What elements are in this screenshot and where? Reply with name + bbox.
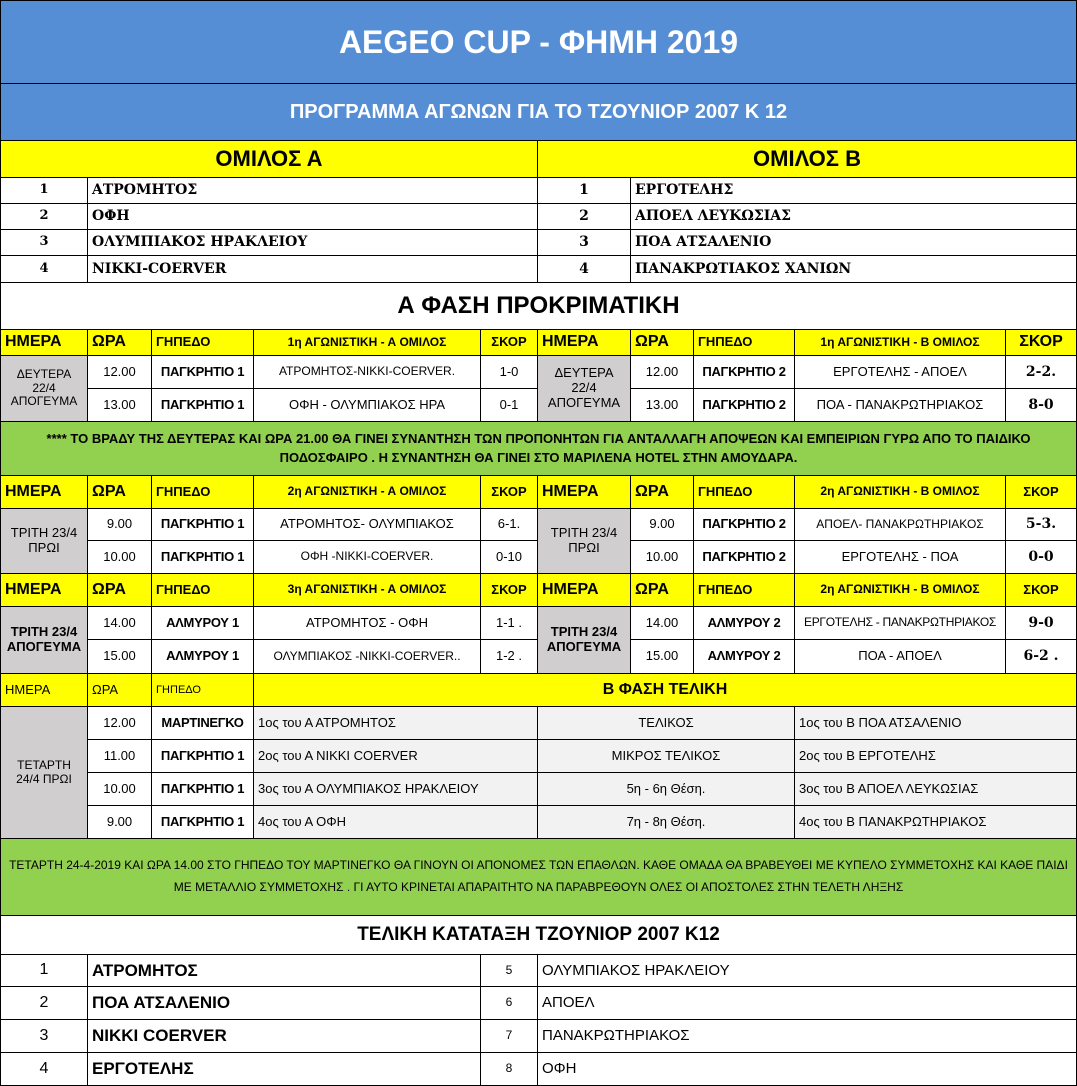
group-a-team-num: 1 bbox=[0, 178, 88, 204]
groups-header-row bbox=[0, 141, 1077, 178]
final-match-label: 5η - 6η Θέση. bbox=[538, 773, 795, 806]
match-field: ΠΑΓΚΡΗΤΙΟ 2 bbox=[694, 509, 795, 541]
col-score-label: ΣΚΟΡ bbox=[481, 330, 538, 356]
match-teams: ΕΡΓΟΤΕΛΗΣ - ΑΠΟΕΛ bbox=[795, 356, 1006, 389]
standings-team: NIKKI COERVER bbox=[88, 1020, 481, 1053]
round3-header-row bbox=[0, 574, 1077, 607]
col-time-label: ΩΡΑ bbox=[88, 674, 152, 707]
match-score: 9-0 bbox=[1006, 607, 1077, 640]
final-team-b: 4ος του Β ΠΑΝΑΚΡΩΤΗΡΙΑΚΟΣ bbox=[795, 806, 1077, 839]
group-a-team-name: ΑΤΡΟΜΗΤΟΣ bbox=[88, 178, 538, 204]
group-team-row bbox=[0, 230, 1077, 256]
match-time: 13.00 bbox=[631, 389, 694, 422]
standings-position: 4 bbox=[0, 1053, 88, 1086]
col-day-label: ΗΜΕΡΑ bbox=[0, 476, 88, 509]
standings-team: ΑΤΡΟΜΗΤΟΣ bbox=[88, 955, 481, 987]
round2-b-title: 2η ΑΓΩΝΙΣΤΙΚΗ - Β ΟΜΙΛΟΣ bbox=[795, 476, 1006, 509]
match-teams: ΑΤΡΟΜΗΤΟΣ - ΟΦΗ bbox=[254, 607, 481, 640]
col-field-label: ΓΗΠΕΔΟ bbox=[152, 476, 254, 509]
final-match-label: ΤΕΛΙΚΟΣ bbox=[538, 707, 795, 740]
round1-b-day: ΔΕΥΤΕΡΑ 22/4 ΑΠΟΓΕΥΜΑ bbox=[538, 356, 631, 422]
group-b-team-num: 3 bbox=[538, 230, 631, 256]
col-time-label: ΩΡΑ bbox=[88, 476, 152, 509]
group-a-team-name: NIKKI-COERVER bbox=[88, 256, 538, 283]
standings-title: ΤΕΛΙΚΗ ΚΑΤΑΤΑΞΗ ΤΖΟΥΝΙΟΡ 2007 Κ12 bbox=[0, 916, 1077, 955]
match-score: 6-1. bbox=[481, 509, 538, 541]
standings-position: 5 bbox=[481, 955, 538, 987]
col-time-label: ΩΡΑ bbox=[88, 574, 152, 607]
match-time: 9.00 bbox=[88, 509, 152, 541]
final-match-row bbox=[0, 806, 1077, 839]
standings-row bbox=[0, 1020, 1077, 1053]
col-day-label: ΗΜΕΡΑ bbox=[538, 476, 631, 509]
group-b-team-num: 1 bbox=[538, 178, 631, 204]
match-time: 12.00 bbox=[88, 356, 152, 389]
awards-note-row bbox=[0, 839, 1077, 916]
awards-ceremony-note: ΤΕΤΑΡΤΗ 24-4-2019 ΚΑΙ ΩΡΑ 14.00 ΣΤΟ ΓΗΠΕΔΟ ΤΟΥ ΜΑΡΤΙΝΕΓΚΟ ΘΑ ΓΙΝΟΥΝ ΟΙ ΑΠΟΝΟΜΕΣ ΤΩΝ ΕΠΑΘΛΩΝ. ΚΑΘΕ ΟΜΑΔΑ ΘΑ ΒΡΑΒΕΥΘΕΙ ΜΕ ΚΥΠΕΛΟ ΣΥΜΜΕΤΟΧΗΣ ΚΑΙ ΚΑΘΕ ΠΑΙΔΙ ΜΕ ΜΕΤΑΛΛΙΟ ΣΥΜΜΕΤΟΧΗΣ . ΓΙ ΑΥΤΟ ΚΡΙΝΕΤΑΙ ΑΠΑΡΑΙΤΗΤΟ ΝΑ ΠΑΡΑΒΡΕΘΟΥΝ ΟΛΕΣ ΟΙ ΑΠΟΣΤΟΛΕΣ ΣΤΗΝ ΤΕΛΕΤΗ ΛΗΞΗΣ bbox=[0, 839, 1077, 916]
group-a-team-name: ΟΦΗ bbox=[88, 204, 538, 230]
final-match-time: 12.00 bbox=[88, 707, 152, 740]
match-teams: ΠΟΑ - ΠΑΝΑΚΡΩΤΗΡΙΑΚΟΣ bbox=[795, 389, 1006, 422]
match-score: 6-2 . bbox=[1006, 640, 1077, 674]
match-field: ΠΑΓΚΡΗΤΙΟ 2 bbox=[694, 356, 795, 389]
col-field-label: ΓΗΠΕΔΟ bbox=[694, 330, 795, 356]
round1-a-title: 1η ΑΓΩΝΙΣΤΙΚΗ - Α ΟΜΙΛΟΣ bbox=[254, 330, 481, 356]
match-teams: ΟΛΥΜΠΙΑΚΟΣ -NIKKI-COERVER.. bbox=[254, 640, 481, 674]
match-time: 13.00 bbox=[88, 389, 152, 422]
col-day-label: ΗΜΕΡΑ bbox=[0, 330, 88, 356]
match-field: ΠΑΓΚΡΗΤΙΟ 1 bbox=[152, 509, 254, 541]
match-row bbox=[0, 389, 1077, 422]
final-team-a: 1ος του Α ΑΤΡΟΜΗΤΟΣ bbox=[254, 707, 538, 740]
standings-position: 6 bbox=[481, 987, 538, 1020]
final-match-label: 7η - 8η Θέση. bbox=[538, 806, 795, 839]
standings-position: 1 bbox=[0, 955, 88, 987]
match-teams: ΕΡΓΟΤΕΛΗΣ - ΠΑΝΑΚΡΩΤΗΡΙΑΚΟΣ bbox=[795, 607, 1006, 640]
col-score-label: ΣΚΟΡ bbox=[481, 574, 538, 607]
standings-team: ΟΦΗ bbox=[538, 1053, 1077, 1086]
final-team-b: 1ος του Β ΠΟΑ ΑΤΣΑΛΕΝΙΟ bbox=[795, 707, 1077, 740]
match-time: 15.00 bbox=[631, 640, 694, 674]
group-b-team-name: ΕΡΓΟΤΕΛΗΣ bbox=[631, 178, 1077, 204]
standings-team: ΕΡΓΟΤΕΛΗΣ bbox=[88, 1053, 481, 1086]
col-day-label: ΗΜΕΡΑ bbox=[538, 330, 631, 356]
match-row bbox=[0, 607, 1077, 640]
match-teams: ΑΤΡΟΜΗΤΟΣ- ΟΛΥΜΠΙΑΚΟΣ bbox=[254, 509, 481, 541]
round2-header-row bbox=[0, 476, 1077, 509]
match-time: 15.00 bbox=[88, 640, 152, 674]
round1-b-title: 1η ΑΓΩΝΙΣΤΙΚΗ - Β ΟΜΙΛΟΣ bbox=[795, 330, 1006, 356]
match-time: 14.00 bbox=[631, 607, 694, 640]
group-a-team-num: 3 bbox=[0, 230, 88, 256]
col-score-label: ΣΚΟΡ bbox=[481, 476, 538, 509]
match-score: 8-0 bbox=[1006, 389, 1077, 422]
standings-team: ΑΠΟΕΛ bbox=[538, 987, 1077, 1020]
page-title: AEGEO CUP - ΦΗΜΗ 2019 bbox=[0, 0, 1077, 84]
match-teams: ΑΠΟΕΛ- ΠΑΝΑΚΡΩΤΗΡΙΑΚΟΣ bbox=[795, 509, 1006, 541]
round1-header-row bbox=[0, 330, 1077, 356]
match-score: 5-3. bbox=[1006, 509, 1077, 541]
phase-a-row bbox=[0, 283, 1077, 330]
final-match-field: ΠΑΓΚΡΗΤΙΟ 1 bbox=[152, 740, 254, 773]
group-a-team-num: 4 bbox=[0, 256, 88, 283]
round3-a-day: ΤΡΙΤΗ 23/4 ΑΠΟΓΕΥΜΑ bbox=[0, 607, 88, 674]
col-time-label: ΩΡΑ bbox=[631, 476, 694, 509]
final-phase-title: Β ΦΑΣΗ ΤΕΛΙΚΗ bbox=[254, 674, 1077, 707]
final-match-row bbox=[0, 773, 1077, 806]
final-match-row bbox=[0, 740, 1077, 773]
final-match-row bbox=[0, 707, 1077, 740]
match-teams: ΠΟΑ - ΑΠΟΕΛ bbox=[795, 640, 1006, 674]
match-score: 2-2. bbox=[1006, 356, 1077, 389]
match-teams: ΟΦΗ -NIKKI-COERVER. bbox=[254, 541, 481, 574]
col-time-label: ΩΡΑ bbox=[631, 574, 694, 607]
standings-position: 2 bbox=[0, 987, 88, 1020]
col-day-label: ΗΜΕΡΑ bbox=[0, 574, 88, 607]
group-team-row bbox=[0, 204, 1077, 230]
round2-a-day: ΤΡΙΤΗ 23/4 ΠΡΩΙ bbox=[0, 509, 88, 574]
match-score: 0-0 bbox=[1006, 541, 1077, 574]
round3-b-title: 2η ΑΓΩΝΙΣΤΙΚΗ - Β ΟΜΙΛΟΣ bbox=[795, 574, 1006, 607]
match-field: ΠΑΓΚΡΗΤΙΟ 1 bbox=[152, 356, 254, 389]
coaches-note-row bbox=[0, 422, 1077, 476]
match-field: ΑΛΜΥΡΟΥ 1 bbox=[152, 640, 254, 674]
group-a-team-num: 2 bbox=[0, 204, 88, 230]
match-field: ΑΛΜΥΡΟΥ 1 bbox=[152, 607, 254, 640]
final-team-b: 2ος του Β ΕΡΓΟΤΕΛΗΣ bbox=[795, 740, 1077, 773]
final-match-label: ΜΙΚΡΟΣ ΤΕΛΙΚΟΣ bbox=[538, 740, 795, 773]
col-score-label: ΣΚΟΡ bbox=[1006, 476, 1077, 509]
title-row bbox=[0, 0, 1077, 84]
match-score: 0-1 bbox=[481, 389, 538, 422]
group-b-header: ΟΜΙΛΟΣ Β bbox=[538, 141, 1077, 178]
col-field-label: ΓΗΠΕΔΟ bbox=[694, 574, 795, 607]
match-field: ΠΑΓΚΡΗΤΙΟ 1 bbox=[152, 541, 254, 574]
match-time: 9.00 bbox=[631, 509, 694, 541]
final-day: ΤΕΤΑΡΤΗ 24/4 ΠΡΩΙ bbox=[0, 707, 88, 839]
final-match-field: ΜΑΡΤΙΝΕΓΚΟ bbox=[152, 707, 254, 740]
round1-a-day: ΔΕΥΤΕΡΑ 22/4 ΑΠΟΓΕΥΜΑ bbox=[0, 356, 88, 422]
round3-a-title: 3η ΑΓΩΝΙΣΤΙΚΗ - Α ΟΜΙΛΟΣ bbox=[254, 574, 481, 607]
col-day-label: ΗΜΕΡΑ bbox=[538, 574, 631, 607]
match-field: ΑΛΜΥΡΟΥ 2 bbox=[694, 640, 795, 674]
match-score: 1-1 . bbox=[481, 607, 538, 640]
group-b-team-name: ΑΠΟΕΛ ΛΕΥΚΩΣΙΑΣ bbox=[631, 204, 1077, 230]
match-field: ΠΑΓΚΡΗΤΙΟ 2 bbox=[694, 389, 795, 422]
match-score: 0-10 bbox=[481, 541, 538, 574]
match-teams: ΑΤΡΟΜΗΤΟΣ-NIKKI-COERVER. bbox=[254, 356, 481, 389]
group-b-team-name: ΠΟΑ ΑΤΣΑΛΕΝΙΟ bbox=[631, 230, 1077, 256]
group-a-header: ΟΜΙΛΟΣ Α bbox=[0, 141, 538, 178]
group-b-team-num: 4 bbox=[538, 256, 631, 283]
standings-position: 8 bbox=[481, 1053, 538, 1086]
match-score: 1-0 bbox=[481, 356, 538, 389]
coaches-meeting-note: **** ΤΟ ΒΡΑΔΥ ΤΗΣ ΔΕΥΤΕΡΑΣ ΚΑΙ ΩΡΑ 21.00 ΘΑ ΓΙΝΕΙ ΣΥΝΑΝΤΗΣΗ ΤΩΝ ΠΡΟΠΟΝΗΤΩΝ ΓΙΑ ΑΝΤΑΛΛΑΓΗ ΑΠΟΨΕΩΝ ΚΑΙ ΕΜΠΕΙΡΙΩΝ ΓΥΡΩ ΑΠΟ ΤΟ ΠΑΙΔΙΚΟ ΠΟΔΟΣΦΑΙΡΟ . Η ΣΥΝΑΝΤΗΣΗ ΘΑ ΓΙΝΕΙ ΣΤΟ ΜΑΡΙΛΕΝΑ HOTEL ΣΤΗΝ ΑΜΟΥΔΑΡΑ. bbox=[0, 422, 1077, 476]
standings-title-row bbox=[0, 916, 1077, 955]
col-time-label: ΩΡΑ bbox=[88, 330, 152, 356]
standings-position: 7 bbox=[481, 1020, 538, 1053]
col-field-label: ΓΗΠΕΔΟ bbox=[694, 476, 795, 509]
col-field-label: ΓΗΠΕΔΟ bbox=[152, 330, 254, 356]
standings-row bbox=[0, 987, 1077, 1020]
standings-row bbox=[0, 955, 1077, 987]
final-team-a: 2ος του Α NIKKI COERVER bbox=[254, 740, 538, 773]
final-team-b: 3ος του Β ΑΠΟΕΛ ΛΕΥΚΩΣΙΑΣ bbox=[795, 773, 1077, 806]
round2-a-title: 2η ΑΓΩΝΙΣΤΙΚΗ - Α ΟΜΙΛΟΣ bbox=[254, 476, 481, 509]
final-match-time: 10.00 bbox=[88, 773, 152, 806]
col-score-label: ΣΚΟΡ bbox=[1006, 574, 1077, 607]
final-match-field: ΠΑΓΚΡΗΤΙΟ 1 bbox=[152, 773, 254, 806]
match-time: 10.00 bbox=[631, 541, 694, 574]
standings-team: ΠΑΝΑΚΡΩΤΗΡΙΑΚΟΣ bbox=[538, 1020, 1077, 1053]
subtitle-row bbox=[0, 84, 1077, 141]
standings-team: ΟΛΥΜΠΙΑΚΟΣ ΗΡΑΚΛΕΙΟΥ bbox=[538, 955, 1077, 987]
group-team-row bbox=[0, 178, 1077, 204]
group-a-team-name: ΟΛΥΜΠΙΑΚΟΣ ΗΡΑΚΛΕΙΟΥ bbox=[88, 230, 538, 256]
col-day-label: ΗΜΕΡΑ bbox=[0, 674, 88, 707]
match-row bbox=[0, 509, 1077, 541]
match-row bbox=[0, 541, 1077, 574]
match-time: 14.00 bbox=[88, 607, 152, 640]
match-row bbox=[0, 356, 1077, 389]
final-header-row bbox=[0, 674, 1077, 707]
phase-a-title: Α ΦΑΣΗ ΠΡΟΚΡΙΜΑΤΙΚΗ bbox=[0, 283, 1077, 330]
group-b-team-num: 2 bbox=[538, 204, 631, 230]
col-field-label: ΓΗΠΕΔΟ bbox=[152, 674, 254, 707]
final-team-a: 4ος του Α ΟΦΗ bbox=[254, 806, 538, 839]
final-match-field: ΠΑΓΚΡΗΤΙΟ 1 bbox=[152, 806, 254, 839]
match-score: 1-2 . bbox=[481, 640, 538, 674]
match-field: ΠΑΓΚΡΗΤΙΟ 2 bbox=[694, 541, 795, 574]
final-match-time: 11.00 bbox=[88, 740, 152, 773]
final-match-time: 9.00 bbox=[88, 806, 152, 839]
col-score-label: ΣΚΟΡ bbox=[1006, 330, 1077, 356]
col-time-label: ΩΡΑ bbox=[631, 330, 694, 356]
final-team-a: 3ος του Α ΟΛΥΜΠΙΑΚΟΣ ΗΡΑΚΛΕΙΟΥ bbox=[254, 773, 538, 806]
match-field: ΑΛΜΥΡΟΥ 2 bbox=[694, 607, 795, 640]
match-time: 10.00 bbox=[88, 541, 152, 574]
col-field-label: ΓΗΠΕΔΟ bbox=[152, 574, 254, 607]
match-field: ΠΑΓΚΡΗΤΙΟ 1 bbox=[152, 389, 254, 422]
group-b-team-name: ΠΑΝΑΚΡΩΤΙΑΚΟΣ ΧΑΝΙΩΝ bbox=[631, 256, 1077, 283]
round3-b-day: ΤΡΙΤΗ 23/4 ΑΠΟΓΕΥΜΑ bbox=[538, 607, 631, 674]
match-teams: ΕΡΓΟΤΕΛΗΣ - ΠΟΑ bbox=[795, 541, 1006, 574]
group-team-row bbox=[0, 256, 1077, 283]
page-subtitle: ΠΡΟΓΡΑΜΜΑ ΑΓΩΝΩΝ ΓΙΑ ΤΟ ΤΖΟΥΝΙΟΡ 2007 Κ 12 bbox=[0, 84, 1077, 141]
round2-b-day: ΤΡΙΤΗ 23/4 ΠΡΩΙ bbox=[538, 509, 631, 574]
match-row bbox=[0, 640, 1077, 674]
standings-team: ΠΟΑ ΑΤΣΑΛΕΝΙΟ bbox=[88, 987, 481, 1020]
match-time: 12.00 bbox=[631, 356, 694, 389]
standings-row bbox=[0, 1053, 1077, 1086]
match-teams: ΟΦΗ - ΟΛΥΜΠΙΑΚΟΣ ΗΡΑ bbox=[254, 389, 481, 422]
standings-position: 3 bbox=[0, 1020, 88, 1053]
